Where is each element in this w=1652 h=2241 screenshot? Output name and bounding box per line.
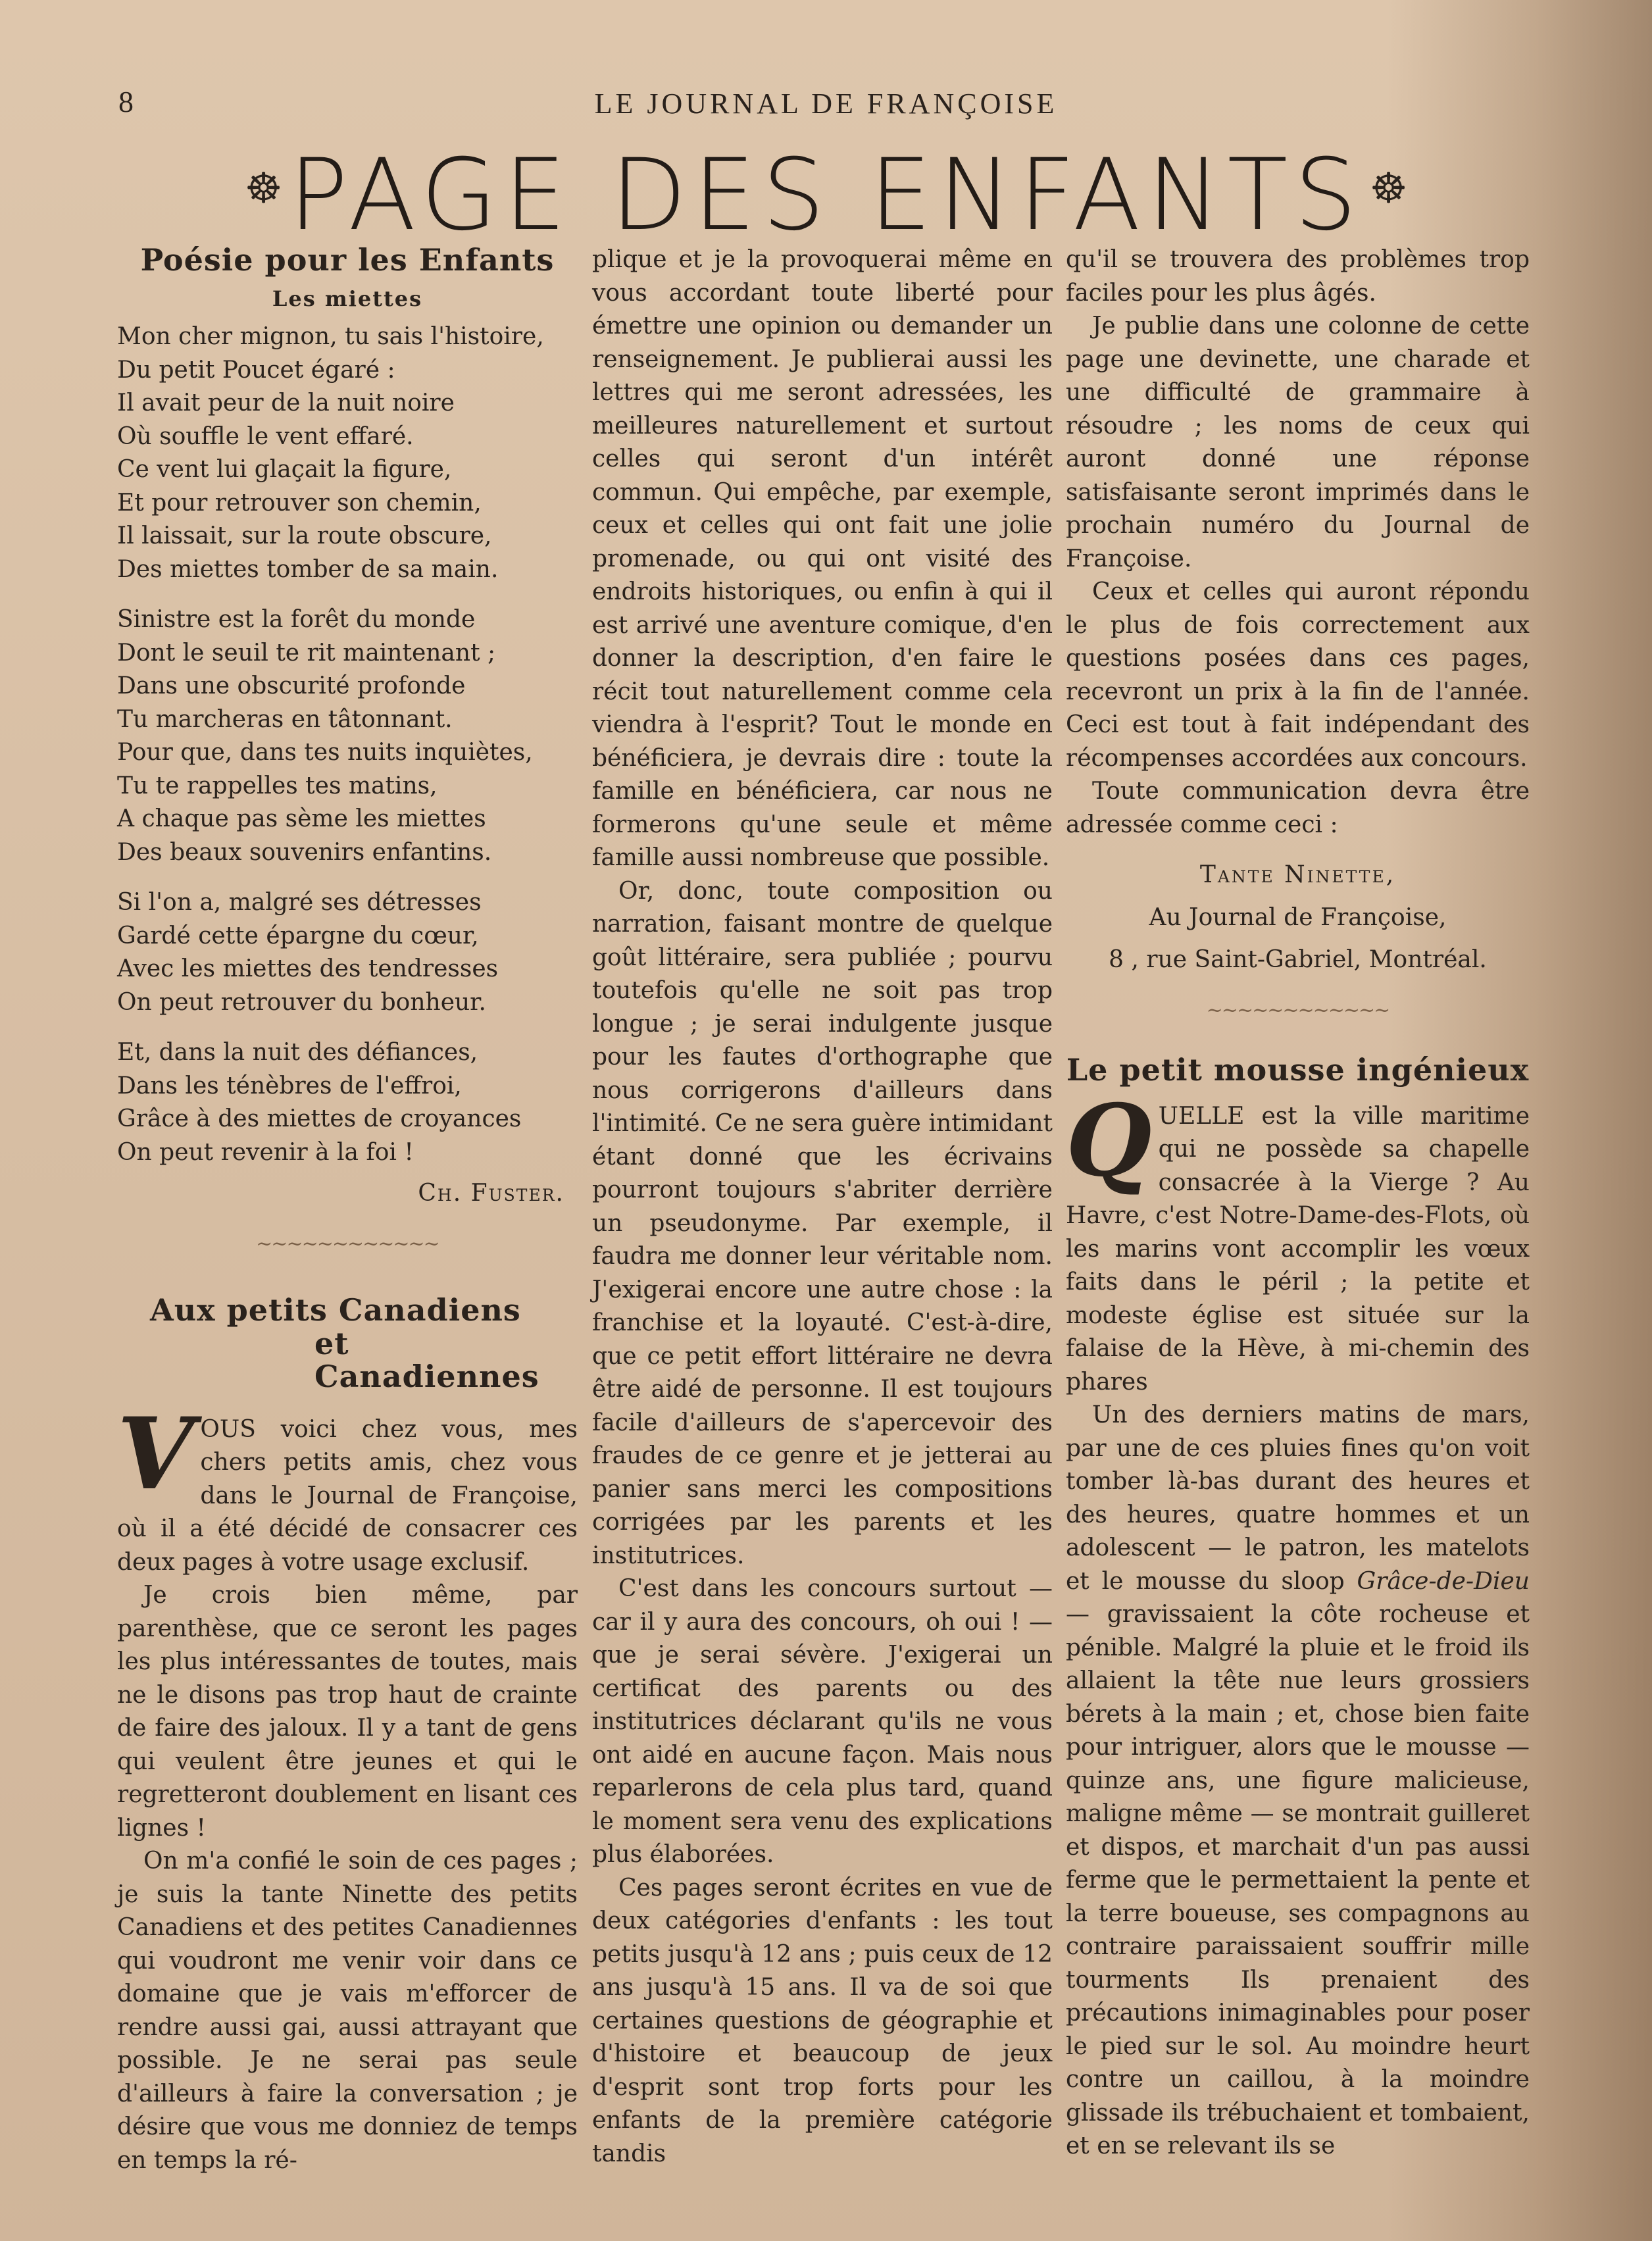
page-number: 8 [118,85,134,118]
paragraph-text: Un des derniers matins de mars, par une de ces pluies fines qu'on voit tomber là-bas durant des heures et des heures, quatre hommes et un adolescent — le patron, les matelots et le mousse du sloop [1066,1401,1530,1595]
article-paragraph: Ceux et celles qui auront répondu le plus de fois correctement aux questions posées dans ces pages, recevront un prix à la fin de l'année. Ceci est tout à fait indépendant des récompenses accordées aux concours. [1066,578,1530,772]
page-title: PAGE DES ENFANTS [288,138,1364,253]
article-paragraph: C'est dans les concours surtout — car il y aura des concours, oh oui ! — que je serai sévère. J'exigerai un certificat des parents ou des institutrices déclarant qu'ils ne vous ont aidé en aucune façon. Mais nous reparlerons de cela plus tard, quand le moment sera venu des explications plus élaborées. [592,1575,1053,1868]
poem-subtitle: Les miettes [272,286,423,311]
verse-line: Sinistre est la forêt du monde [117,606,476,633]
address-name: Tante Ninette, [1199,861,1396,888]
ornament-left-icon: ☸ [245,164,283,213]
article-title-line-2: et Canadiennes [314,1325,539,1394]
verse-line: Il laissait, sur la route obscure, [117,522,492,549]
verse-line: Des beaux souvenirs enfantins. [117,838,492,866]
article-paragraph: qu'il se trouvera des problèmes trop faciles pour les plus âgés. [1066,246,1530,307]
verse-line: Des miettes tomber de sa main. [117,555,499,583]
verse-line: Avec les miettes des tendresses [117,955,499,982]
drop-cap: V [117,1396,194,1512]
article-paragraph: Je publie dans une colonne de cette page une devinette, une charade et une difficulté de grammaire à résoudre ; les noms de ceux qui auront donné une réponse satisfaisante seront imprimés dans le prochain numéro du Journal de Françoise. [1066,313,1530,572]
verse-line: A chaque pas sème les miettes [117,805,486,832]
section-divider: ~~~~~~~~~~~~ [256,1232,439,1255]
verse-line: Tu te rappelles tes matins, [117,772,438,799]
column-3 [1066,243,1530,2163]
verse-line: Dans une obscurité profonde [117,672,466,699]
verse-line: On peut revenir à la foi ! [117,1138,414,1166]
verse-line: On peut retrouver du bonheur. [117,988,486,1016]
poem-stanza-3 [117,886,578,1019]
verse-line: Dont le seuil te rit maintenant ; [117,639,496,667]
drop-cap: Q [1066,1082,1152,1199]
poem-stanza-2 [117,603,578,869]
section-divider: ~~~~~~~~~~~~ [1206,998,1389,1022]
article-paragraph [1066,1399,1530,2163]
address-street: 8 , rue Saint-Gabriel, Montréal. [1109,946,1487,973]
verse-line: Si l'on a, malgré ses détresses [117,889,482,916]
article-paragraph [1066,1082,1530,1399]
paragraph-text: OUS voici chez vous, mes chers petits amis, chez vous dans le Journal de Françoise, où il a été décidé de consacrer ces deux pages à votre usage exclusif. [117,1415,578,1576]
verse-line: Où souffle le vent effaré. [117,422,414,450]
running-head: LE JOURNAL DE FRANÇOISE [594,88,1058,120]
verse-line: Et, dans la nuit des défiances, [117,1039,478,1066]
article-paragraph: Je crois bien même, par parenthèse, que ce seront les pages les plus intéressantes de toutes, mais ne le disons pas trop haut de crainte de faire des jaloux. Il y a tant de gens qui veulent être jeunes et qui le regretteront doublement en lisant ces lignes ! [117,1582,578,1842]
verse-line: Et pour retrouver son chemin, [117,489,482,516]
verse-line: Gardé cette épargne du cœur, [117,922,479,949]
column-2 [592,243,1053,2171]
article-paragraph: On m'a confié le soin de ces pages ; je suis la tante Ninette des petits Canadiens et des petites Canadiennes qui voudront me venir voir dans ce domaine que je vais m'efforcer de rendre aussi gai, aussi attrayant que possible. Je ne serai pas seule d'ailleurs à faire la conversation ; je désire que vous me donniez de temps en temps la ré- [117,1848,578,2174]
verse-line: Ce vent lui glaçait la figure, [117,456,452,483]
verse-line: Dans les ténèbres de l'effroi, [117,1072,462,1099]
column-1 [117,243,578,2177]
boat-name: Grâce-de-Dieu [1357,1567,1530,1595]
paragraph-text: UELLE est la ville maritime qui ne possède sa chapelle consacrée à la Vierge ? Au Havre, c'est Notre-Dame-des-Flots, où les marins vont accomplir les vœux faits dans le péril ; la petite et modeste église est située sur la falaise de la Hève, à mi-chemin des phares [1066,1102,1530,1396]
article-paragraph: Toute communication devra être adressée comme ceci : [1066,778,1530,838]
verse-line: Du petit Poucet égaré : [117,356,395,384]
article-paragraph: Ces pages seront écrites en vue de deux catégories d'enfants : les tout petits jusqu'à 12 ans ; puis ceux de 12 ans jusqu'à 15 ans. Il va de soi que certaines questions de géographie et d'histoire et beaucoup de jeux d'esprit sont trop forts pour les enfants de la première catégorie tandis [592,1874,1053,2167]
ornament-right-icon: ☸ [1370,164,1408,213]
article-title: Le petit mousse ingénieux [1066,1052,1530,1088]
address-journal: Au Journal de Françoise, [1149,903,1447,931]
poem-stanza-4 [117,1036,578,1169]
article-paragraph: plique et je la provoquerai même en vous accordant toute liberté pour émettre une opinion ou demander un renseignement. Je publierai aussi les lettres qui me seront adressées, les meilleures naturellement et surtout celles qui seront d'un intérêt commun. Qui empêche, par exemple, ceux et celles qui ont fait une jolie promenade, ou qui ont visité des endroits historiques, ou enfin à qui il est arrivé une aventure comique, d'en donner la description, d'en faire le récit tout naturellement comme cela viendra à l'esprit? Tout le monde en bénéficiera, je devrais dire : toute la famille en bénéficiera, car nous ne formerons qu'une seule et même famille aussi nombreuse que possible. [592,246,1053,871]
verse-line: Pour que, dans tes nuits inquiètes, [117,739,533,766]
article-paragraph: Or, donc, toute composition ou narration, faisant montre de quelque goût littéraire, sera publiée ; pourvu toutefois qu'elle ne soit pas trop longue ; je serai indulgente jusque pour les fautes d'orthographe que nous corrigerons d'ailleurs dans l'intimité. Ce ne sera guère intimidant étant donné que les écrivains pourront toujours s'abriter derrière un pseudonyme. Par exemple, il faudra me donner leur véritable nom. J'exigerai encore une autre chose : la franchise et la loyauté. C'est-à-dire, que ce petit effort littéraire ne devra être aidé de personne. Il est toujours facile d'ailleurs de s'apercevoir des fraudes de ce genre et je jetterai au panier sans merci les compositions corrigées par les parents et les institutrices. [592,877,1053,1569]
article-title-line-1: Aux petits Canadiens [150,1292,521,1328]
paragraph-text: — gravissaient la côte rocheuse et pénible. Malgré la pluie et le froid ils allaient la tête nue leurs grossiers bérets à la main ; et, chose bien faite pour intriguer, alors que le mousse — quinze ans, une figure malicieuse, maligne même — se montrait guilleret et dispos, et marchait d'un pas aussi ferme que le permettaient la pente et la terre boueuse, ses compagnons au contraire paraissaient souffrir mille tourments Ils prenaient des précautions inimaginables pour poser le pied sur le sol. Au moindre heurt contre un caillou, à la moindre glissade ils trébuchaient et tombaient, et en se relevant ils se [1066,1601,1530,2159]
verse-line: Tu marcheras en tâtonnant. [117,705,453,733]
verse-line: Il avait peur de la nuit noire [117,390,455,416]
verse-line: Grâce à des miettes de croyances [117,1105,522,1132]
poem-title: Poésie pour les Enfants [140,242,555,278]
article-paragraph [117,1396,578,1580]
verse-line: Mon cher mignon, tu sais l'histoire, [117,323,544,350]
poem-stanza-1 [117,320,578,586]
poem-author: Ch. Fuster. [418,1180,564,1207]
